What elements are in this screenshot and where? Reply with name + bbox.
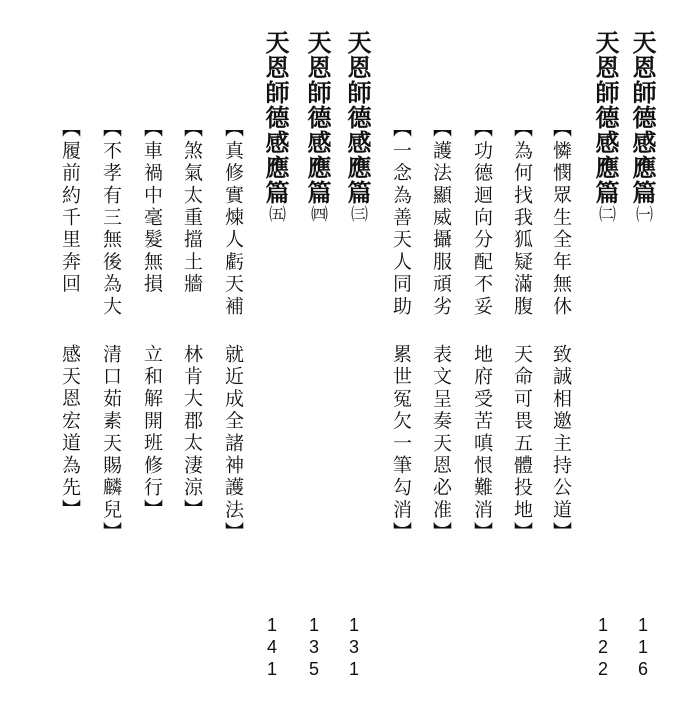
line-first-half: 【護法顯威攝服頑劣	[430, 118, 452, 318]
line-first-half: 【功德迴向分配不妥	[471, 118, 493, 318]
page-digit: 1	[348, 615, 359, 635]
line-first-half: 【為何找我狐疑滿腹	[511, 118, 533, 318]
page-digit: 1	[597, 615, 608, 635]
section-number: ㈠	[632, 205, 652, 223]
section-5-line-4	[98, 118, 125, 544]
page-digit: 3	[308, 637, 319, 657]
line-first-half: 【煞氣太重擋土牆	[181, 118, 203, 296]
section-2-line-5	[388, 118, 415, 544]
line-second-half: 地府受苦嗔恨難消】	[471, 343, 493, 544]
section-2-line-4	[428, 118, 455, 544]
page-digit: 1	[637, 615, 648, 635]
page-digit: 6	[637, 659, 648, 679]
section-2-line-1	[548, 118, 575, 544]
page-digit: 1	[308, 615, 319, 635]
section-5-title	[258, 30, 293, 223]
line-second-half: 天命可畏五體投地】	[511, 343, 533, 544]
page-digit: 3	[348, 637, 359, 657]
section-title-text: 天恩師德感應篇	[343, 30, 371, 205]
section-2-line-3	[469, 118, 496, 544]
page-number-section-4	[303, 614, 325, 680]
section-title-text: 天恩師德感應篇	[261, 30, 289, 205]
page-digit: 5	[308, 659, 319, 679]
page-number-section-2	[592, 614, 614, 680]
line-first-half: 【履前約千里奔回	[59, 118, 81, 296]
line-first-half: 【一念為善天人同助	[390, 118, 412, 318]
line-second-half: 感天恩宏道為先】	[59, 343, 81, 522]
section-number: ㈤	[265, 205, 285, 223]
line-first-half: 【車禍中毫髮無損	[141, 118, 163, 296]
page-digit: 4	[266, 637, 277, 657]
section-title-text: 天恩師德感應篇	[303, 30, 331, 205]
section-2-line-2	[509, 118, 536, 544]
page-digit: 1	[637, 637, 648, 657]
line-first-half: 【真修實煉人虧天補	[222, 118, 244, 318]
page-digit: 2	[597, 637, 608, 657]
page-digit: 1	[266, 659, 277, 679]
line-first-half: 【不孝有三無後為大	[100, 118, 122, 318]
line-second-half: 累世冤欠一筆勾消】	[390, 343, 412, 544]
section-3-title	[340, 30, 375, 223]
line-second-half: 致誠相邀主持公道】	[550, 343, 572, 544]
section-2-title	[588, 30, 623, 223]
section-number: ㈣	[307, 205, 327, 223]
page-digit: 1	[266, 615, 277, 635]
section-4-title	[300, 30, 335, 223]
page-number-section-1	[632, 614, 654, 680]
line-first-half: 【憐憫眾生全年無休	[550, 118, 572, 318]
page-digit: 1	[348, 659, 359, 679]
section-title-text: 天恩師德感應篇	[591, 30, 619, 205]
line-second-half: 立和解開班修行】	[141, 343, 163, 522]
section-5-line-3	[139, 118, 166, 521]
page-digit: 2	[597, 659, 608, 679]
section-1-title	[625, 30, 660, 223]
section-title-text: 天恩師德感應篇	[628, 30, 656, 205]
page-number-section-5	[261, 614, 283, 680]
section-5-line-5	[57, 118, 84, 521]
section-5-line-1	[220, 118, 247, 544]
section-5-line-2	[179, 118, 206, 521]
line-second-half: 林肯大郡太淒涼】	[181, 343, 203, 522]
line-second-half: 表文呈奏天恩必准】	[430, 343, 452, 544]
section-number: ㈢	[347, 205, 367, 223]
page-number-section-3	[343, 614, 365, 680]
section-number: ㈡	[595, 205, 615, 223]
line-second-half: 清口茹素天賜麟兒】	[100, 343, 122, 544]
line-second-half: 就近成全諸神護法】	[222, 343, 244, 544]
